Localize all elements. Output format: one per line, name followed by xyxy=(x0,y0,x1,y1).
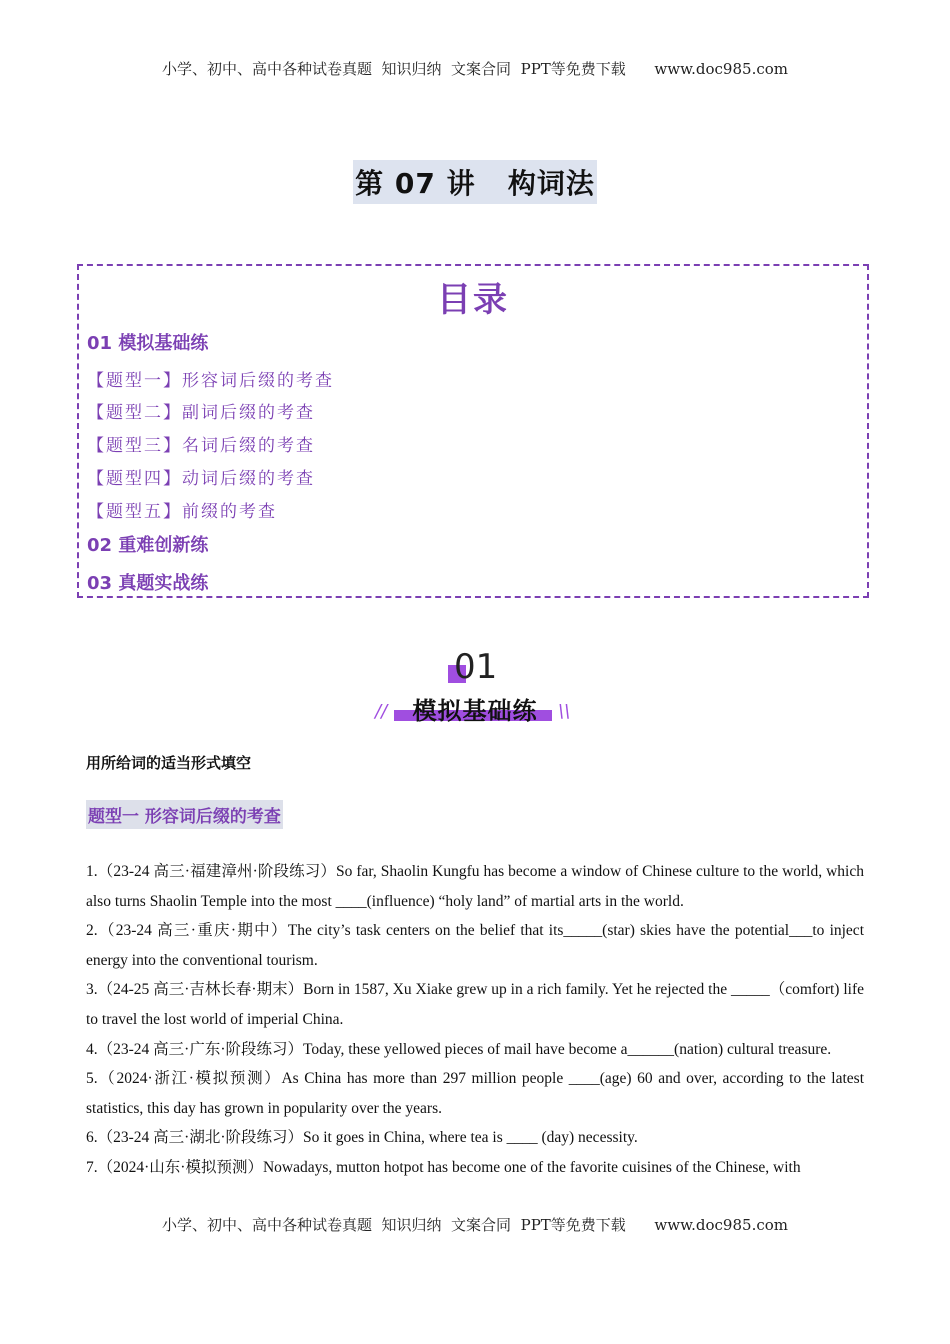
question-3: 3.（24-25 高三·吉林长春·期末）Born in 1587, Xu Xiake grew up in a rich family. Yet he rejected the _____（comfort) life to travel the lost world of imperial China. xyxy=(86,981,864,1028)
toc-item-type-1[interactable]: 【题型一】形容词后缀的考查 xyxy=(87,371,334,391)
toc-section-2[interactable]: 02 重难创新练 xyxy=(87,535,209,556)
instruction-text: 用所给词的适当形式填空 xyxy=(86,754,252,772)
toc-item-type-4[interactable]: 【题型四】动词后缀的考查 xyxy=(87,469,315,489)
badge-slash-right: \\ xyxy=(558,701,571,722)
badge-number: 01 xyxy=(454,647,498,687)
section-badge xyxy=(370,645,580,730)
page-header: 小学、初中、高中各种试卷真题 知识归纳 文案合同 PPT等免费下载 www.doc985.com xyxy=(161,60,788,78)
question-list xyxy=(86,857,864,1183)
question-7: 7.（2024·山东·模拟预测）Nowadays, mutton hotpot has become one of the favorite cuisines of the Chinese, with xyxy=(86,1158,801,1176)
toc-item-type-3[interactable]: 【题型三】名词后缀的考查 xyxy=(87,436,315,456)
toc-section-3[interactable]: 03 真题实战练 xyxy=(87,573,209,594)
toc-section-1[interactable]: 01 模拟基础练 xyxy=(87,333,209,354)
page-footer: 小学、初中、高中各种试卷真题 知识归纳 文案合同 PPT等免费下载 www.doc985.com xyxy=(161,1216,788,1234)
toc-item-type-2[interactable]: 【题型二】副词后缀的考查 xyxy=(87,403,315,423)
question-1: 1.（23-24 高三·福建漳州·阶段练习）So far, Shaolin Kungfu has become a window of Chinese culture to the world, which also turns Shaolin Temple into the most ____(influence) “holy land” of martial arts in the world. xyxy=(86,863,864,910)
lecture-title: 第 07 讲 构词法 xyxy=(353,160,597,204)
toc-title: 目录 xyxy=(437,280,509,320)
question-2: 2.（23-24 高三·重庆·期中）The city’s task centers on the belief that its_____(star) skies have the potential___to inject energy into the conventional tourism. xyxy=(86,922,864,969)
badge-label: 模拟基础练 xyxy=(412,697,538,725)
type-heading: 题型一 形容词后缀的考查 xyxy=(86,800,283,829)
question-6: 6.（23-24 高三·湖北·阶段练习）So it goes in China, where tea is ____ (day) necessity. xyxy=(86,1129,638,1147)
toc-item-type-5[interactable]: 【题型五】前缀的考查 xyxy=(87,502,277,522)
question-4: 4.（23-24 高三·广东·阶段练习）Today, these yellowed pieces of mail have become a______(nation) cultural treasure. xyxy=(86,1040,832,1058)
question-5: 5.（2024·浙江·模拟预测）As China has more than 297 million people ____(age) 60 and over, according to the latest statistics, this day has grown in popularity over the years. xyxy=(86,1070,864,1117)
lecture-title-block xyxy=(0,160,950,204)
badge-slash-left: // xyxy=(375,701,388,722)
table-of-contents xyxy=(77,264,869,598)
